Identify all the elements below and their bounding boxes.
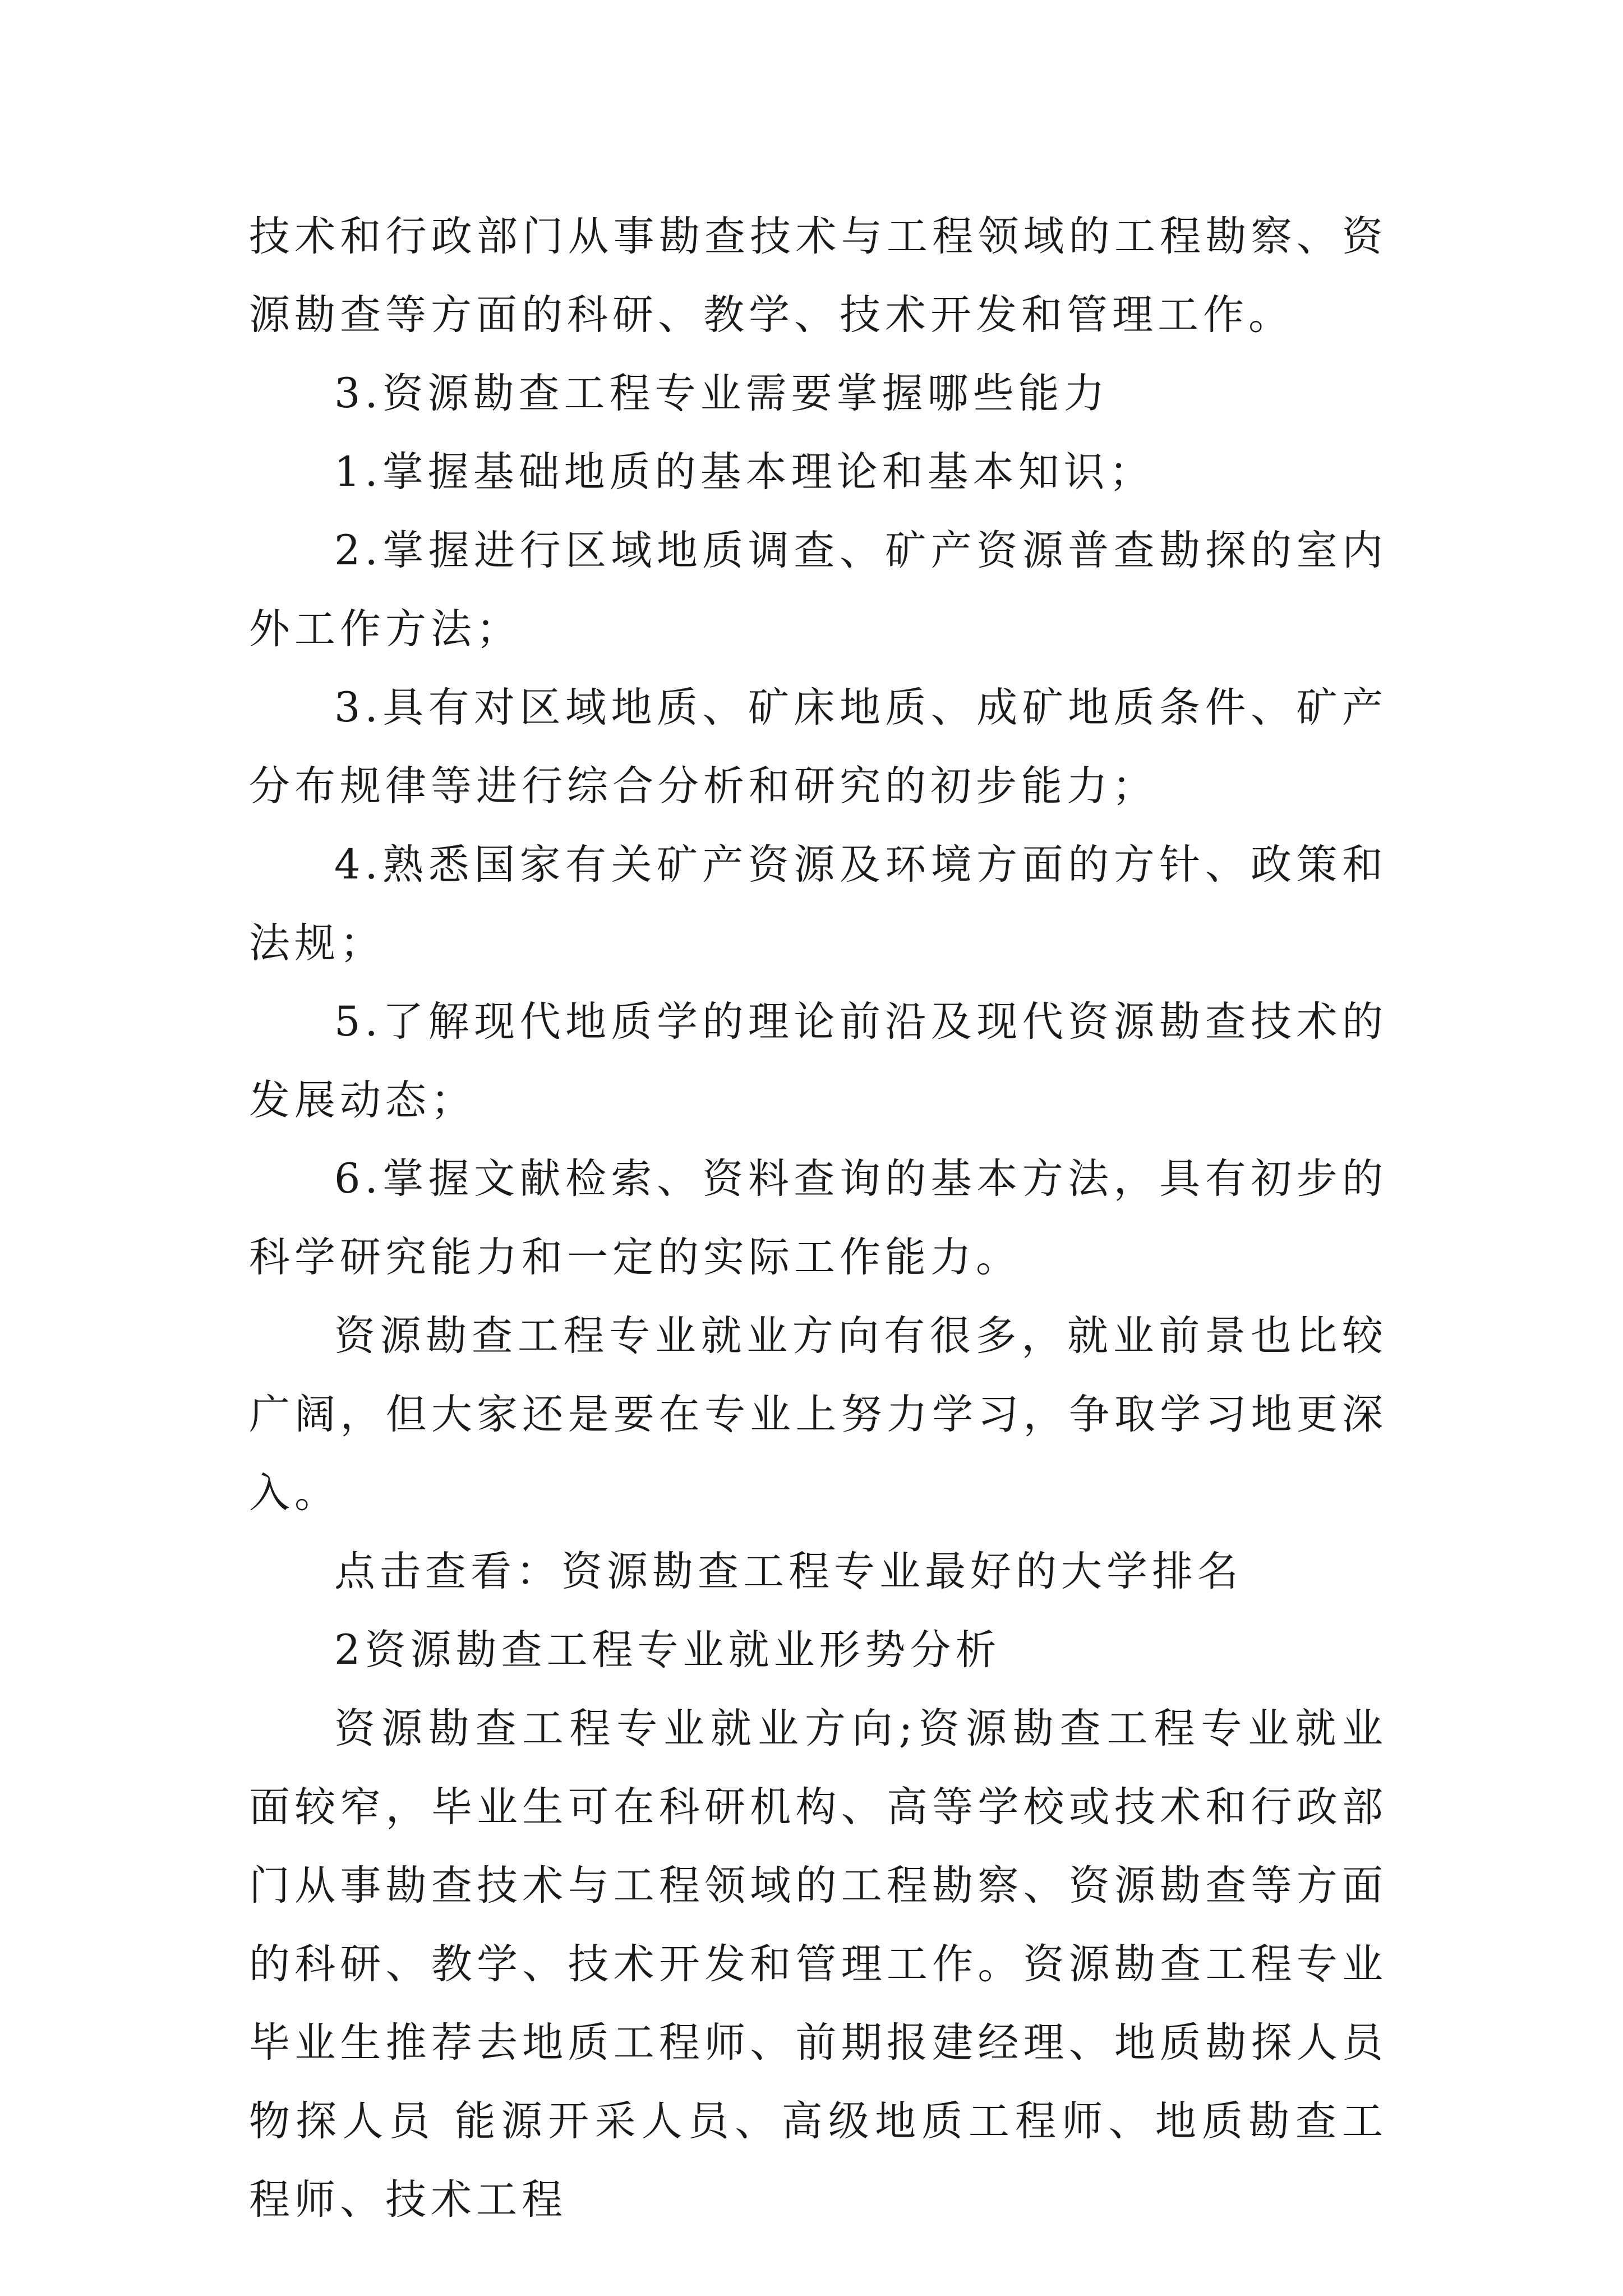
list-item: 6.掌握文献检索、资料查询的基本方法，具有初步的科学研究能力和一定的实际工作能力。 [249,1155,1387,1281]
list-item: 5.了解现代地质学的理论前沿及现代资源勘查技术的发展动态； [249,998,1387,1124]
list-item: 2.掌握进行区域地质调查、矿产资源普查勘探的室内外工作方法； [249,527,1387,653]
paragraph: 点击查看：资源勘查工程专业最好的大学排名 [334,1548,1243,1595]
list-item: 4.熟悉国家有关矿产资源及环境方面的方针、政策和法规； [249,841,1387,967]
section-heading: 3.资源勘查工程专业需要掌握哪些能力 [334,370,1109,417]
document-body [249,197,1387,2239]
section-heading: 2资源勘查工程专业就业形势分析 [334,1626,1001,1674]
list-item: 3.具有对区域地质、矿床地质、成矿地质条件、矿产分布规律等进行综合分析和研究的初步能力； [249,684,1387,810]
paragraph: 资源勘查工程专业就业方向有很多，就业前景也比较广阔，但大家还是要在专业上努力学习，争取学习地更深入。 [249,1312,1387,1517]
paragraph: 技术和行政部门从事勘查技术与工程领域的工程勘察、资源勘查等方面的科研、教学、技术开发和管理工作。 [249,213,1387,339]
list-item: 1.掌握基础地质的基本理论和基本知识； [334,448,1155,496]
paragraph: 资源勘查工程专业就业方向;资源勘查工程专业就业面较窄，毕业生可在科研机构、高等学校或技术和行政部门从事勘查技术与工程领域的工程勘察、资源勘查等方面的科研、教学、技术开发和管理工作。资源勘查工程专业毕业生推荐去地质工程师、前期报建经理、地质勘探人员 物探人员 能源开采人员、高级地质工程师、地质勘查工程师、技术工程 [249,1705,1387,2224]
